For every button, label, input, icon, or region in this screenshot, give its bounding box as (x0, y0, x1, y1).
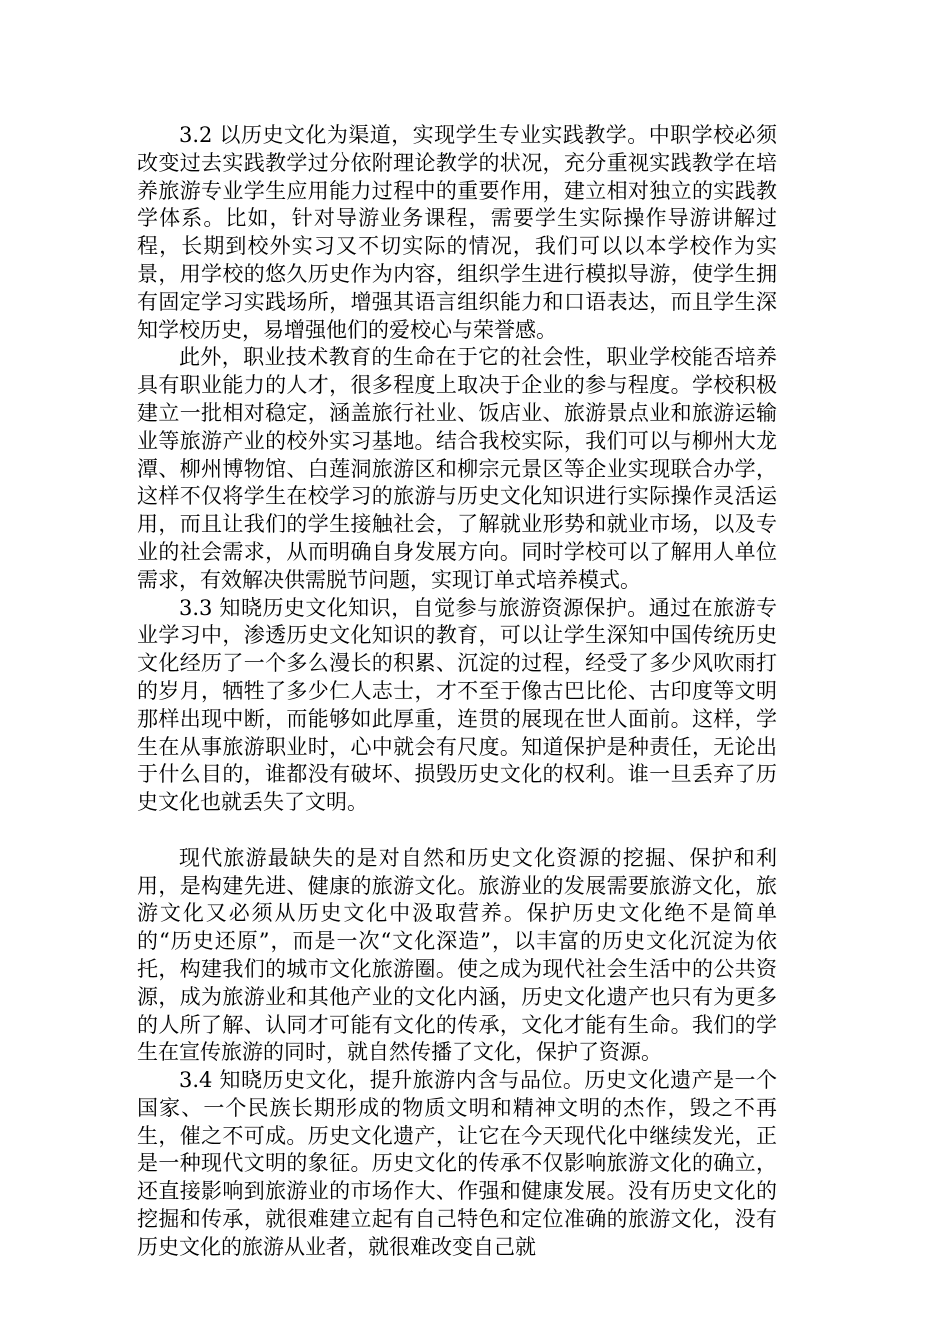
paragraph-modern-tourism: 现代旅游最缺失的是对自然和历史文化资源的挖掘、保护和利用，是构建先进、健康的旅游文化。旅游业的发展需要旅游文化，旅游文化又必须从历史文化中汲取营养。保护历史文化绝不是简单的“历史还原”，而是一次“文化深造”，以丰富的历史文化沉淀为依托，构建我们的城市文化旅游圈。使之成为现代社会生活中的公共资源，成为旅游业和其他产业的文化内涵，历史文化遗产也只有为更多的人所了解、认同才可能有文化的传承，文化才能有生命。我们的学生在宣传旅游的同时，就自然传播了文化，保护了资源。 (137, 845, 777, 1065)
document-page (137, 122, 777, 1262)
paragraph-practice-bases: 此外，职业技术教育的生命在于它的社会性，职业学校能否培养具有职业能力的人才，很多程度上取决于企业的参与程度。学校积极建立一批相对稳定，涵盖旅行社业、饭店业、旅游景点业和旅游运输业等旅游产业的校外实习基地。结合我校实际，我们可以与柳州大龙潭、柳州博物馆、白莲洞旅游区和柳宗元景区等企业实现联合办学，这样不仅将学生在校学习的旅游与历史文化知识进行实际操作灵活运用，而且让我们的学生接触社会，了解就业形势和就业市场，以及专业的社会需求，从而明确自身发展方向。同时学校可以了解用人单位需求，有效解决供需脱节问题，实现订单式培养模式。 (137, 345, 777, 592)
paragraph-spacer (137, 817, 777, 845)
paragraph-3-4: 3.4 知晓历史文化，提升旅游内含与品位。历史文化遗产是一个国家、一个民族长期形成的物质文明和精神文明的杰作，毁之不再生，催之不可成。历史文化遗产，让它在今天现代化中继续发光，正是一种现代文明的象征。历史文化的传承不仅影响旅游文化的确立，还直接影响到旅游业的市场作大、作强和健康发展。没有历史文化的挖掘和传承，就很难建立起有自己特色和定位准确的旅游文化，没有历史文化的旅游从业者，就很难改变自己就 (137, 1068, 777, 1259)
paragraph-3-3: 3.3 知晓历史文化知识，自觉参与旅游资源保护。通过在旅游专业学习中，渗透历史文化知识的教育，可以让学生深知中国传统历史文化经历了一个多么漫长的积累、沉淀的过程，经受了多少风吹雨打的岁月，牺牲了多少仁人志士，才不至于像古巴比伦、古印度等文明那样出现中断，而能够如此厚重，连贯的展现在世人面前。这样，学生在从事旅游职业时，心中就会有尺度。知道保护是种责任，无论出于什么目的，谁都没有破坏、损毁历史文化的权利。谁一旦丢弃了历史文化也就丢失了文明。 (137, 595, 777, 815)
paragraph-3-2: 3.2 以历史文化为渠道，实现学生专业实践教学。中职学校必须改变过去实践教学过分依附理论教学的状况，充分重视实践教学在培养旅游专业学生应用能力过程中的重要作用，建立相对独立的实践教学体系。比如，针对导游业务课程，需要学生实际操作导游讲解过程，长期到校外实习又不切实际的情况，我们可以以本学校作为实景，用学校的悠久历史作为内容，组织学生进行模拟导游，使学生拥有固定学习实践场所，增强其语言组织能力和口语表达，而且学生深知学校历史，易增强他们的爱校心与荣誉感。 (137, 123, 777, 342)
